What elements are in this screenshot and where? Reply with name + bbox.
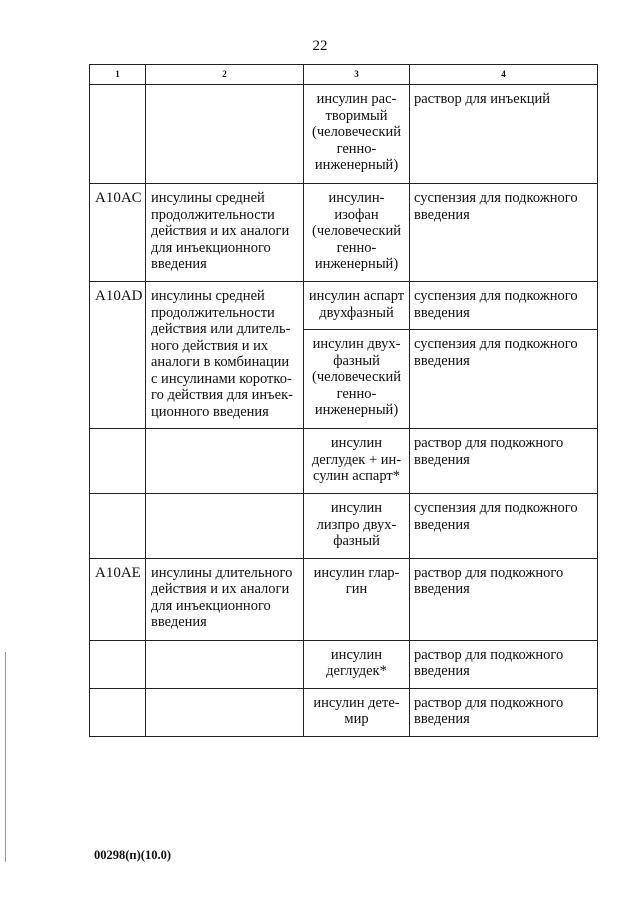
atc-code-cell <box>90 494 146 559</box>
document-code: 00298(п)(10.0) <box>94 848 171 862</box>
column-header-2: 2 <box>146 65 304 85</box>
drug-name-cell: инсулин аспарт двухфазный <box>304 282 410 330</box>
scan-margin-line <box>5 652 6 862</box>
drug-name-cell: инсулин рас- творимый (человеческий генно- инженерный) <box>304 85 410 184</box>
dosage-form-cell: раствор для подкожного введения <box>410 429 598 494</box>
drug-group-cell <box>146 85 304 184</box>
table-row <box>90 688 598 736</box>
drug-name-cell: инсулин глар- гин <box>304 558 410 640</box>
drug-name-cell: инсулин деглудек + ин- сулин аспарт* <box>304 429 410 494</box>
table-row <box>90 85 598 184</box>
table-row <box>90 640 598 688</box>
table-body <box>90 85 598 737</box>
atc-code-cell <box>90 85 146 184</box>
drug-group-cell: инсулины средней продолжительности действия или длитель- ного действия и их аналоги в комбинации с инсулинами коротко- го действия для инъек- ционного введения <box>146 282 304 429</box>
atc-code-cell: A10AD <box>90 282 146 429</box>
medication-table <box>89 64 598 737</box>
dosage-form-cell: суспензия для подкожного введения <box>410 330 598 429</box>
drug-group-cell <box>146 429 304 494</box>
atc-code-cell: A10AC <box>90 184 146 282</box>
drug-group-cell: инсулины длительного действия и их аналоги для инъекционного введения <box>146 558 304 640</box>
column-header-1: 1 <box>90 65 146 85</box>
column-header-3: 3 <box>304 65 410 85</box>
dosage-form-cell: суспензия для подкожного введения <box>410 494 598 559</box>
dosage-form-cell: раствор для подкожного введения <box>410 688 598 736</box>
dosage-form-cell: суспензия для подкожного введения <box>410 282 598 330</box>
atc-code-cell <box>90 688 146 736</box>
dosage-form-cell: раствор для подкожного введения <box>410 640 598 688</box>
page-number: 22 <box>312 38 328 54</box>
drug-group-cell: инсулины средней продолжительности действия и их аналоги для инъекционного введения <box>146 184 304 282</box>
drug-group-cell <box>146 494 304 559</box>
drug-name-cell: инсулин дете- мир <box>304 688 410 736</box>
drug-name-cell: инсулин двух- фазный (человеческий генно- инженерный) <box>304 330 410 429</box>
dosage-form-cell: суспензия для подкожного введения <box>410 184 598 282</box>
dosage-form-cell: раствор для подкожного введения <box>410 558 598 640</box>
atc-code-cell <box>90 429 146 494</box>
table-row <box>90 184 598 282</box>
drug-name-cell: инсулин- изофан (человеческий генно- инженерный) <box>304 184 410 282</box>
drug-group-cell <box>146 640 304 688</box>
drug-name-cell: инсулин лизпро двух- фазный <box>304 494 410 559</box>
table-row <box>90 494 598 559</box>
table-row <box>90 558 598 640</box>
column-header-4: 4 <box>410 65 598 85</box>
atc-code-cell: A10AE <box>90 558 146 640</box>
drug-group-cell <box>146 688 304 736</box>
dosage-form-cell: раствор для инъекций <box>410 85 598 184</box>
table-row <box>90 282 598 330</box>
table-row <box>90 429 598 494</box>
table-header-row <box>90 65 598 85</box>
atc-code-cell <box>90 640 146 688</box>
drug-name-cell: инсулин деглудек* <box>304 640 410 688</box>
